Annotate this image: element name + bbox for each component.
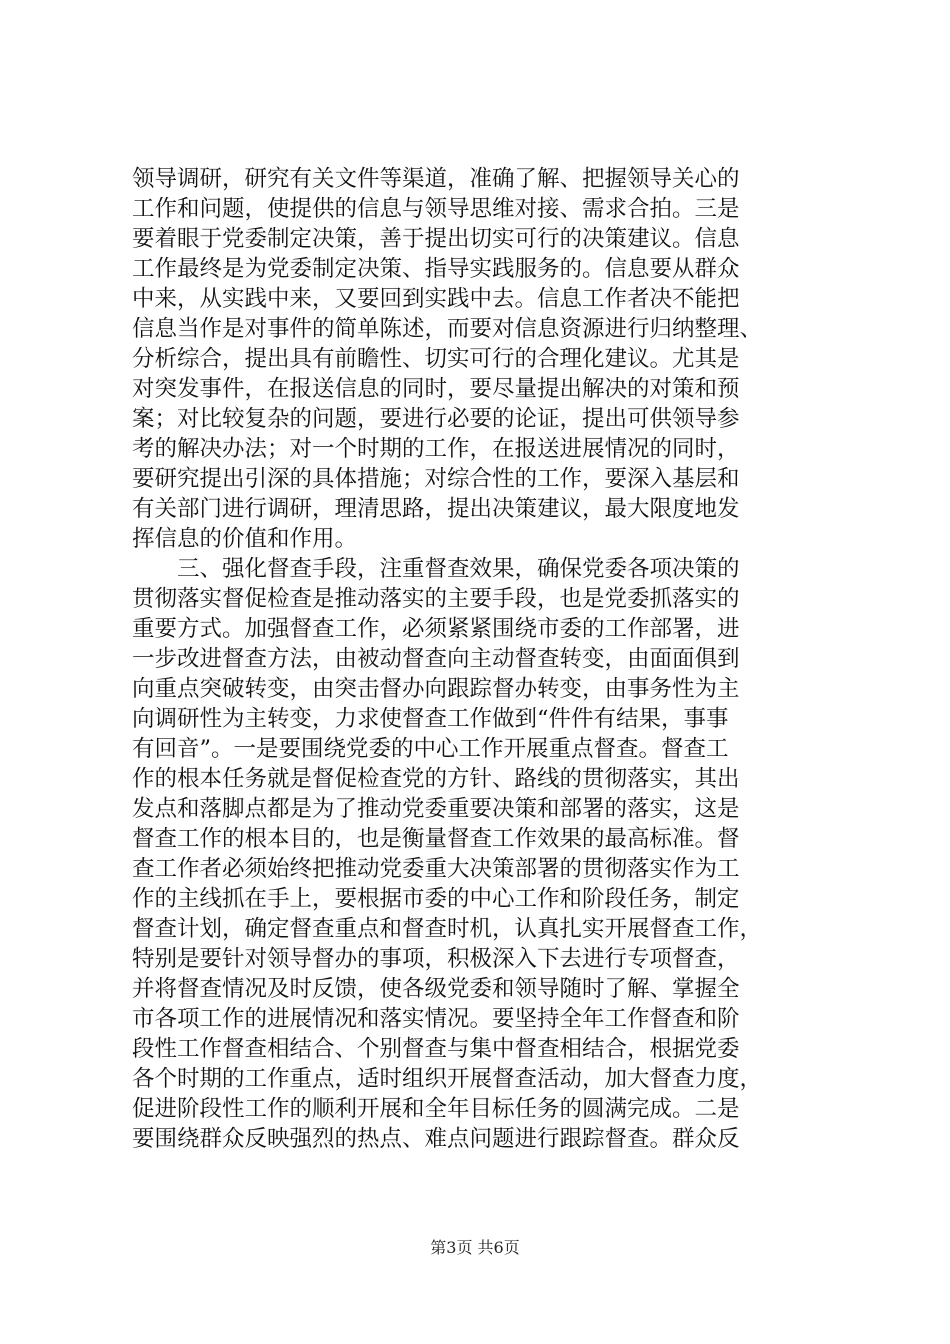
body-text: [132, 164, 832, 1154]
text-line: 工作和问题，使提供的信息与领导思维对接、需求合拍。三是: [132, 196, 740, 222]
text-line: 发点和落脚点都是为了推动党委重要决策和部署的落实，这是: [132, 796, 740, 822]
text-line: 有关部门进行调研，理清思路，提出决策建议，最大限度地发: [132, 496, 740, 522]
text-line: 案；对比较复杂的问题，要进行必要的论证，提出可供领导参: [132, 406, 740, 432]
text-line: 有回音”。一是要围绕党委的中心工作开展重点督查。督查工: [132, 736, 729, 762]
text-line: 要研究提出引深的具体措施；对综合性的工作，要深入基层和: [132, 466, 740, 492]
text-line: 向重点突破转变，由突击督办向跟踪督办转变，由事务性为主: [132, 676, 740, 702]
text-line: 作的主线抓在手上，要根据市委的中心工作和阶段任务，制定: [132, 886, 740, 912]
text-line: 信息当作是对事件的简单陈述，而要对信息资源进行归纳整理、: [132, 316, 763, 342]
text-line: 各个时期的工作重点，适时组织开展督查活动，加大督查力度，: [132, 1066, 763, 1092]
text-line: 督查工作的根本目的，也是衡量督查工作效果的最高标准。督: [132, 826, 740, 852]
text-line: 特别是要针对领导督办的事项，积极深入下去进行专项督查，: [132, 946, 740, 972]
text-line: 一步改进督查方法，由被动督查向主动督查转变，由面面俱到: [132, 646, 740, 672]
text-line: 分析综合，提出具有前瞻性、切实可行的合理化建议。尤其是: [132, 346, 740, 372]
text-line: 作的根本任务就是督促检查党的方针、路线的贯彻落实，其出: [132, 766, 740, 792]
text-line: 并将督查情况及时反馈，使各级党委和领导随时了解、掌握全: [132, 976, 740, 1002]
text-line: 市各项工作的进展情况和落实情况。要坚持全年工作督查和阶: [132, 1006, 740, 1032]
text-line: 对突发事件，在报送信息的同时，要尽量提出解决的对策和预: [132, 376, 740, 402]
text-line: 督查计划，确定督查重点和督查时机，认真扎实开展督查工作，: [132, 916, 763, 942]
text-line: 段性工作督查相结合、个别督查与集中督查相结合，根据党委: [132, 1036, 740, 1062]
text-line: 要围绕群众反映强烈的热点、难点问题进行跟踪督查。群众反: [132, 1126, 740, 1152]
text-line: 领导调研，研究有关文件等渠道，准确了解、把握领导关心的: [132, 166, 740, 192]
text-line: 中来，从实践中来，又要回到实践中去。信息工作者决不能把: [132, 286, 740, 312]
text-line: 三、强化督查手段，注重督查效果，确保党委各项决策的: [132, 556, 740, 582]
text-line: 贯彻落实督促检查是推动落实的主要手段，也是党委抓落实的: [132, 586, 740, 612]
text-line: 促进阶段性工作的顺利开展和全年目标任务的圆满完成。二是: [132, 1096, 740, 1122]
text-line: 重要方式。加强督查工作，必须紧紧围绕市委的工作部署，进: [132, 616, 740, 642]
text-line: 挥信息的价值和作用。: [132, 526, 358, 552]
text-line: 向调研性为主转变，力求使督查工作做到“件件有结果，事事: [132, 706, 729, 732]
page-footer: 第3页 共6页: [430, 1238, 520, 1257]
text-line: 查工作者必须始终把推动党委重大决策部署的贯彻落实作为工: [132, 856, 740, 882]
text-line: 要着眼于党委制定决策，善于提出切实可行的决策建议。信息: [132, 226, 740, 252]
text-line: 工作最终是为党委制定决策、指导实践服务的。信息要从群众: [132, 256, 740, 282]
text-line: 考的解决办法；对一个时期的工作，在报送进展情况的同时，: [132, 436, 740, 462]
